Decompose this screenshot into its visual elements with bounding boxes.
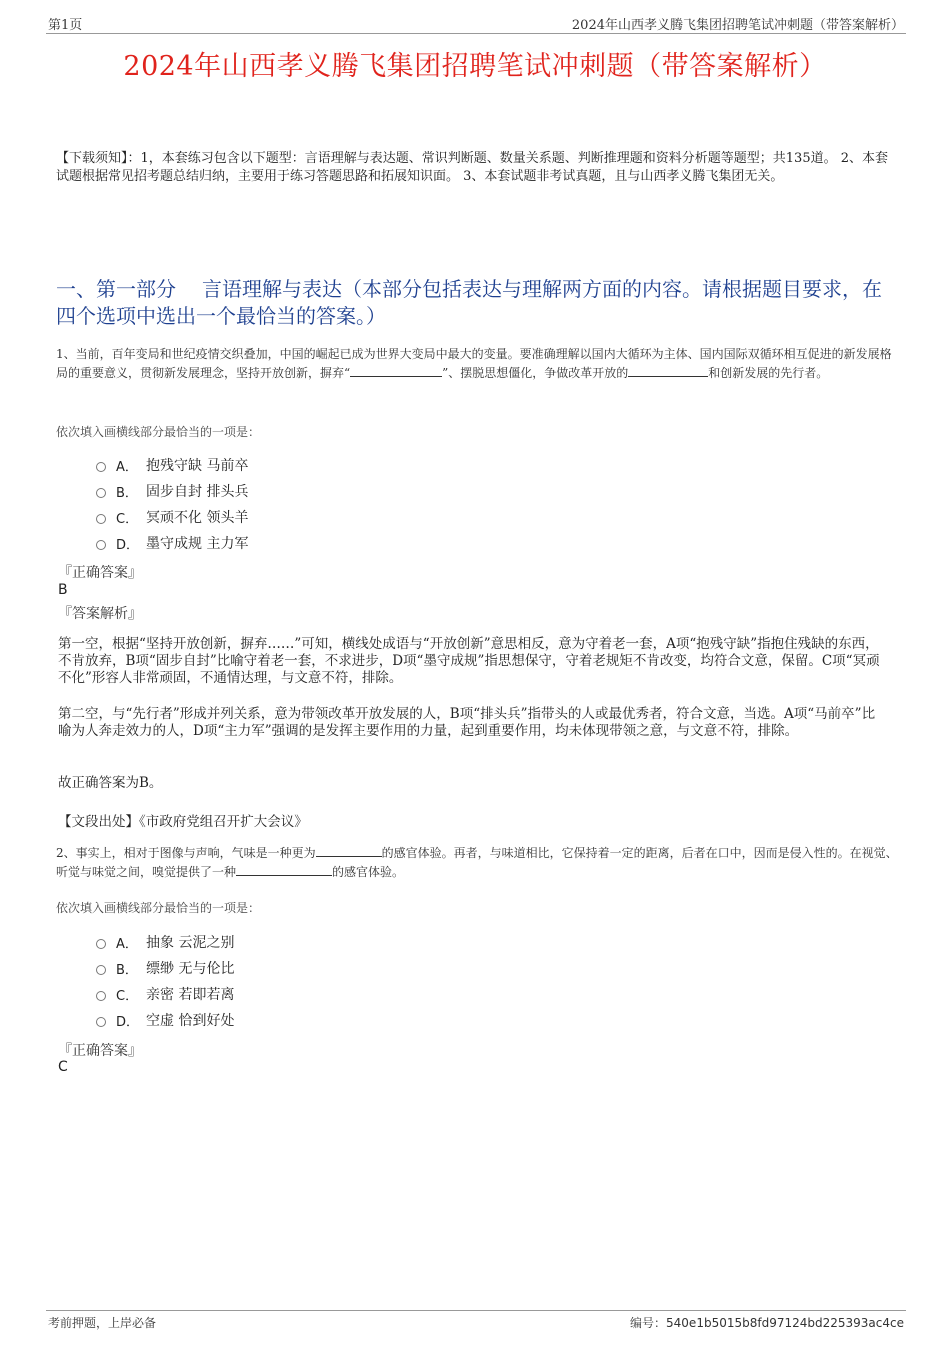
- option-text: 冥顽不化 领头羊: [146, 510, 249, 526]
- option-text: 缥缈 无与伦比: [146, 961, 235, 977]
- question-2-option-d[interactable]: [96, 1010, 234, 1030]
- option-text: 抽象 云泥之别: [146, 935, 235, 951]
- footer-slogan: 考前押题，上岸必备: [48, 1316, 157, 1330]
- option-letter: C．: [116, 988, 139, 1004]
- section-description: 言语理解与表达（本部分包括表达与理解两方面的内容。请根据题目要求，在四个选项中选出一个最恰当的答案。）: [56, 277, 882, 328]
- question-2-text-part-a: 2、事实上，相对于图像与声响，气味是一种更为: [56, 846, 316, 860]
- option-letter: D．: [116, 537, 140, 553]
- question-1-analysis-paragraph: 第一空，根据“坚持开放创新，摒弃……”可知，横线处成语与“开放创新”意思相反，意为守着老一套，A项“抱残守缺”指抱住残缺的东西，不肯放弃，B项“固步自封”比喻守着老一套，不求进步，D项“墨守成规”指思想保守，守着老规矩不肯改变，均符合文意，保留。C项“冥顽不化”形容人非常顽固，不通情达理，与文意不符，排除。: [58, 636, 880, 686]
- footer-code-value: 540e1b5015b8fd97124bd225393ac4ce: [666, 1316, 904, 1330]
- option-letter: A．: [116, 459, 138, 475]
- question-2-option-a[interactable]: [96, 932, 234, 952]
- radio-icon[interactable]: [96, 540, 106, 550]
- question-1-answer-label: 『正确答案』: [58, 565, 142, 581]
- question-1-analysis-paragraph: 第二空，与“先行者”形成并列关系，意为带领改革开放发展的人，B项“排头兵”指带头的人或最优秀者，符合文意，当选。A项“马前卒”比喻为人奔走效力的人，D项“主力军”强调的是发挥主要作用的力量，起到重要作用，均未体现带领之意，与文意不符，排除。: [58, 706, 876, 739]
- footer-divider: [46, 1310, 906, 1311]
- question-2-text-part-b: 的感官体验。再者，与味道相比，它保持着一定的距离，后者在口中，因而是侵入性的。在视觉、听觉与味觉之间，嗅觉提供了一种: [56, 846, 898, 879]
- question-1-option-a[interactable]: [96, 455, 248, 475]
- question-1-blank-1: [350, 364, 442, 377]
- radio-icon[interactable]: [96, 462, 106, 472]
- question-2-blank-1: [316, 844, 382, 857]
- question-2-option-b[interactable]: [96, 958, 234, 978]
- question-1-text-part-b: ”、摆脱思想僵化，争做改革开放的: [442, 366, 629, 380]
- question-2-text-part-c: 的感官体验。: [332, 865, 405, 879]
- document-title: 2024年山西孝义腾飞集团招聘笔试冲刺题（带答案解析）: [123, 51, 827, 82]
- question-1-conclusion: 故正确答案为B。: [58, 775, 163, 791]
- question-1-answer: B: [58, 582, 68, 598]
- radio-icon[interactable]: [96, 488, 106, 498]
- option-letter: D．: [116, 1014, 140, 1030]
- question-2-instruction: 依次填入画横线部分最恰当的一项是：: [56, 901, 261, 915]
- radio-icon[interactable]: [96, 1017, 106, 1027]
- question-1-option-b[interactable]: [96, 481, 248, 501]
- section-part: 一、第一部分: [56, 277, 176, 301]
- question-1-source: 【文段出处】《市政府党组召开扩大会议》: [58, 814, 308, 830]
- option-letter: A．: [116, 936, 138, 952]
- footer-code: [630, 1314, 904, 1331]
- option-text: 抱残守缺 马前卒: [146, 458, 249, 474]
- question-1-analysis-label: 『答案解析』: [58, 606, 142, 622]
- page-number: 第1页: [48, 18, 83, 33]
- radio-icon[interactable]: [96, 965, 106, 975]
- question-1-text: [56, 345, 898, 383]
- footer-code-label: 编号：: [630, 1316, 667, 1330]
- option-text: 亲密 若即若离: [146, 987, 235, 1003]
- question-1-text-part-a: 1、当前，百年变局和世纪疫情交织叠加，中国的崛起已成为世界大变局中最大的变量。要准确理解以国内大循环为主体、国内国际双循环相互促进的新发展格局的重要意义，贯彻新发展理念，坚持开放创新，摒弃“: [56, 347, 892, 380]
- question-1-blank-2: [628, 364, 708, 377]
- option-letter: B．: [116, 962, 138, 978]
- radio-icon[interactable]: [96, 939, 106, 949]
- question-2-blank-2: [236, 863, 332, 876]
- option-text: 固步自封 排头兵: [146, 484, 249, 500]
- radio-icon[interactable]: [96, 514, 106, 524]
- download-notice: 【下载须知】：1，本套练习包含以下题型：言语理解与表达题、常识判断题、数量关系题、判断推理题和资料分析题等题型；共135道。 2、本套试题根据常见招考题总结归纳，主要用于练习答题思路和拓展知识面。 3、本套试题非考试真题，且与山西孝义腾飞集团无关。: [56, 151, 888, 184]
- question-2-option-c[interactable]: [96, 984, 234, 1004]
- question-2-answer: C: [58, 1059, 68, 1075]
- option-text: 空虚 恰到好处: [146, 1013, 235, 1029]
- header-divider: [46, 33, 906, 34]
- option-letter: C．: [116, 511, 139, 527]
- question-1-instruction: 依次填入画横线部分最恰当的一项是：: [56, 425, 261, 439]
- question-1-option-c[interactable]: [96, 507, 248, 527]
- question-2-text: [56, 844, 898, 882]
- question-1-option-d[interactable]: [96, 533, 248, 553]
- option-letter: B．: [116, 485, 138, 501]
- question-1-text-part-c: 和创新发展的先行者。: [708, 366, 829, 380]
- question-2-answer-label: 『正确答案』: [58, 1043, 142, 1059]
- header-doc-title: 2024年山西孝义腾飞集团招聘笔试冲刺题（带答案解析）: [571, 18, 904, 33]
- section-heading: [56, 276, 896, 330]
- radio-icon[interactable]: [96, 991, 106, 1001]
- option-text: 墨守成规 主力军: [146, 536, 249, 552]
